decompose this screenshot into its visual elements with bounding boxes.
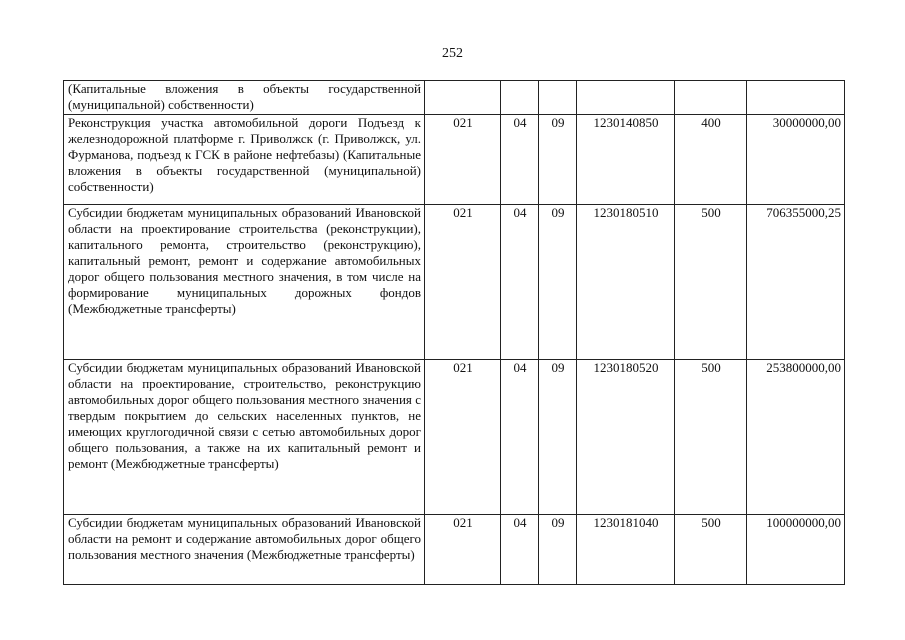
expense-type-code: 500 <box>675 515 747 585</box>
subsection-code: 09 <box>539 115 577 205</box>
budget-table <box>63 80 845 585</box>
target-article-code <box>577 81 675 115</box>
table-row <box>64 81 845 115</box>
expense-type-code: 500 <box>675 360 747 515</box>
table-row <box>64 360 845 515</box>
amount: 100000000,00 <box>747 515 845 585</box>
section-code: 04 <box>501 360 539 515</box>
expense-type-code: 500 <box>675 205 747 360</box>
subsection-code: 09 <box>539 360 577 515</box>
grbs-code: 021 <box>425 115 501 205</box>
row-description: Реконструкция участка автомобильной дороги Подъезд к железнодорожной платформе г. Приволжск (г. Приволжск, ул. Фурманова, подъезд к ГСК в районе нефтебазы) (Капитальные вложения в объекты государственной (муниципальной) собственности) <box>64 115 425 205</box>
target-article-code: 1230180510 <box>577 205 675 360</box>
table-row <box>64 205 845 360</box>
grbs-code: 021 <box>425 205 501 360</box>
target-article-code: 1230181040 <box>577 515 675 585</box>
row-description: Субсидии бюджетам муниципальных образований Ивановской области на ремонт и содержание автомобильных дорог общего пользования местного значения (Межбюджетные трансферты) <box>64 515 425 585</box>
section-code: 04 <box>501 115 539 205</box>
row-description: (Капитальные вложения в объекты государственной (муниципальной) собственности) <box>64 81 425 115</box>
row-description: Субсидии бюджетам муниципальных образований Ивановской области на проектирование, строительство, реконструкцию автомобильных дорог общего пользования местного значения с твердым покрытием до сельских населенных пунктов, не имеющих круглогодичной связи с сетью автомобильных дорог общего пользования, а также на их капитальный ремонт и ремонт (Межбюджетные трансферты) <box>64 360 425 515</box>
amount: 30000000,00 <box>747 115 845 205</box>
target-article-code: 1230140850 <box>577 115 675 205</box>
amount: 706355000,25 <box>747 205 845 360</box>
row-description: Субсидии бюджетам муниципальных образований Ивановской области на проектирование строительства (реконструкции), капитального ремонта, строительство (реконструкцию), капитальный ремонт, ремонт и содержание автомобильных дорог общего пользования местного значения, в том числе на формирование муниципальных дорожных фондов (Межбюджетные трансферты) <box>64 205 425 360</box>
page-number: 252 <box>442 46 463 61</box>
grbs-code: 021 <box>425 360 501 515</box>
amount: 253800000,00 <box>747 360 845 515</box>
section-code <box>501 81 539 115</box>
table-row <box>64 515 845 585</box>
amount <box>747 81 845 115</box>
subsection-code <box>539 81 577 115</box>
grbs-code: 021 <box>425 515 501 585</box>
section-code: 04 <box>501 515 539 585</box>
target-article-code: 1230180520 <box>577 360 675 515</box>
subsection-code: 09 <box>539 205 577 360</box>
subsection-code: 09 <box>539 515 577 585</box>
table-row <box>64 115 845 205</box>
section-code: 04 <box>501 205 539 360</box>
expense-type-code <box>675 81 747 115</box>
expense-type-code: 400 <box>675 115 747 205</box>
grbs-code <box>425 81 501 115</box>
